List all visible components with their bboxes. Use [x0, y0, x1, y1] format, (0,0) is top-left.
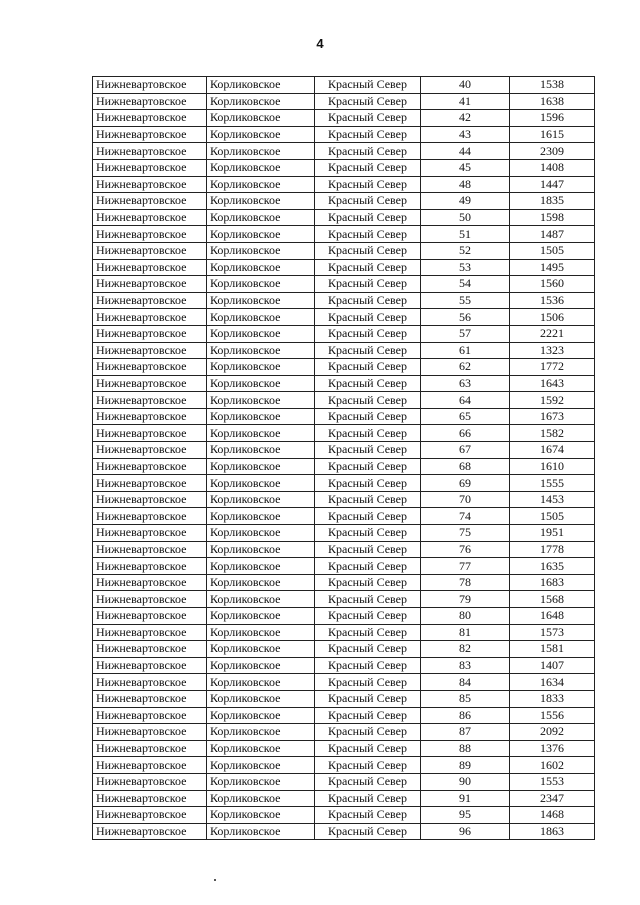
number-cell: 65 — [421, 408, 510, 425]
table-row — [93, 624, 595, 641]
value-cell: 1536 — [510, 292, 595, 309]
number-cell: 67 — [421, 442, 510, 459]
company-cell: Красный Север — [315, 226, 421, 243]
value-cell: 2092 — [510, 724, 595, 741]
value-cell: 1683 — [510, 574, 595, 591]
deposit-cell: Корликовское — [207, 193, 315, 210]
table-row — [93, 93, 595, 110]
region-cell: Нижневартовское — [93, 641, 207, 658]
table-row — [93, 525, 595, 542]
value-cell: 1592 — [510, 392, 595, 409]
table-row — [93, 608, 595, 625]
company-cell: Красный Север — [315, 77, 421, 94]
value-cell: 1582 — [510, 425, 595, 442]
registry-table-body — [93, 77, 595, 840]
value-cell: 1505 — [510, 508, 595, 525]
value-cell: 1643 — [510, 375, 595, 392]
deposit-cell: Корликовское — [207, 608, 315, 625]
company-cell: Красный Север — [315, 790, 421, 807]
company-cell: Красный Север — [315, 342, 421, 359]
region-cell: Нижневартовское — [93, 558, 207, 575]
table-row — [93, 574, 595, 591]
number-cell: 55 — [421, 292, 510, 309]
region-cell: Нижневартовское — [93, 657, 207, 674]
table-row — [93, 807, 595, 824]
deposit-cell: Корликовское — [207, 143, 315, 160]
deposit-cell: Корликовское — [207, 724, 315, 741]
table-row — [93, 458, 595, 475]
number-cell: 96 — [421, 823, 510, 840]
deposit-cell: Корликовское — [207, 159, 315, 176]
deposit-cell: Корликовское — [207, 574, 315, 591]
number-cell: 42 — [421, 110, 510, 127]
deposit-cell: Корликовское — [207, 541, 315, 558]
value-cell: 1615 — [510, 126, 595, 143]
number-cell: 40 — [421, 77, 510, 94]
company-cell: Красный Север — [315, 309, 421, 326]
number-cell: 91 — [421, 790, 510, 807]
table-row — [93, 375, 595, 392]
deposit-cell: Корликовское — [207, 209, 315, 226]
deposit-cell: Корликовское — [207, 641, 315, 658]
table-row — [93, 176, 595, 193]
value-cell: 1468 — [510, 807, 595, 824]
company-cell: Красный Север — [315, 740, 421, 757]
number-cell: 75 — [421, 525, 510, 542]
region-cell: Нижневартовское — [93, 475, 207, 492]
number-cell: 84 — [421, 674, 510, 691]
number-cell: 68 — [421, 458, 510, 475]
region-cell: Нижневартовское — [93, 674, 207, 691]
deposit-cell: Корликовское — [207, 508, 315, 525]
deposit-cell: Корликовское — [207, 392, 315, 409]
value-cell: 1638 — [510, 93, 595, 110]
value-cell: 1555 — [510, 475, 595, 492]
company-cell: Красный Север — [315, 159, 421, 176]
value-cell: 1453 — [510, 491, 595, 508]
value-cell: 1835 — [510, 193, 595, 210]
company-cell: Красный Север — [315, 458, 421, 475]
number-cell: 43 — [421, 126, 510, 143]
table-row — [93, 276, 595, 293]
deposit-cell: Корликовское — [207, 707, 315, 724]
deposit-cell: Корликовское — [207, 757, 315, 774]
value-cell: 1581 — [510, 641, 595, 658]
value-cell: 1610 — [510, 458, 595, 475]
table-row — [93, 724, 595, 741]
page-number: 4 — [316, 36, 324, 51]
value-cell: 1635 — [510, 558, 595, 575]
value-cell: 1487 — [510, 226, 595, 243]
number-cell: 85 — [421, 690, 510, 707]
number-cell: 82 — [421, 641, 510, 658]
company-cell: Красный Север — [315, 126, 421, 143]
region-cell: Нижневартовское — [93, 342, 207, 359]
value-cell: 1505 — [510, 242, 595, 259]
table-row — [93, 259, 595, 276]
region-cell: Нижневартовское — [93, 77, 207, 94]
deposit-cell: Корликовское — [207, 93, 315, 110]
region-cell: Нижневартовское — [93, 159, 207, 176]
company-cell: Красный Север — [315, 359, 421, 376]
number-cell: 50 — [421, 209, 510, 226]
table-row — [93, 491, 595, 508]
number-cell: 87 — [421, 724, 510, 741]
value-cell: 2309 — [510, 143, 595, 160]
table-row — [93, 558, 595, 575]
value-cell: 1407 — [510, 657, 595, 674]
table-row — [93, 475, 595, 492]
number-cell: 63 — [421, 375, 510, 392]
value-cell: 1560 — [510, 276, 595, 293]
deposit-cell: Корликовское — [207, 740, 315, 757]
value-cell: 1506 — [510, 309, 595, 326]
company-cell: Красный Север — [315, 591, 421, 608]
number-cell: 77 — [421, 558, 510, 575]
region-cell: Нижневартовское — [93, 259, 207, 276]
table-row — [93, 541, 595, 558]
region-cell: Нижневартовское — [93, 442, 207, 459]
number-cell: 76 — [421, 541, 510, 558]
value-cell: 1673 — [510, 408, 595, 425]
region-cell: Нижневартовское — [93, 176, 207, 193]
deposit-cell: Корликовское — [207, 491, 315, 508]
table-row — [93, 159, 595, 176]
value-cell: 1408 — [510, 159, 595, 176]
deposit-cell: Корликовское — [207, 425, 315, 442]
region-cell: Нижневартовское — [93, 574, 207, 591]
table-row — [93, 242, 595, 259]
value-cell: 1778 — [510, 541, 595, 558]
number-cell: 54 — [421, 276, 510, 293]
region-cell: Нижневартовское — [93, 773, 207, 790]
table-row — [93, 442, 595, 459]
table-row — [93, 126, 595, 143]
number-cell: 78 — [421, 574, 510, 591]
number-cell: 45 — [421, 159, 510, 176]
deposit-cell: Корликовское — [207, 525, 315, 542]
region-cell: Нижневартовское — [93, 823, 207, 840]
number-cell: 66 — [421, 425, 510, 442]
company-cell: Красный Север — [315, 408, 421, 425]
value-cell: 1553 — [510, 773, 595, 790]
company-cell: Красный Север — [315, 392, 421, 409]
company-cell: Красный Север — [315, 375, 421, 392]
table-row — [93, 757, 595, 774]
value-cell: 1674 — [510, 442, 595, 459]
value-cell: 1596 — [510, 110, 595, 127]
value-cell: 2221 — [510, 325, 595, 342]
table-row — [93, 823, 595, 840]
number-cell: 49 — [421, 193, 510, 210]
table-row — [93, 408, 595, 425]
company-cell: Красный Север — [315, 325, 421, 342]
company-cell: Красный Север — [315, 757, 421, 774]
table-row — [93, 657, 595, 674]
company-cell: Красный Север — [315, 242, 421, 259]
region-cell: Нижневартовское — [93, 276, 207, 293]
number-cell: 74 — [421, 508, 510, 525]
value-cell: 1447 — [510, 176, 595, 193]
number-cell: 80 — [421, 608, 510, 625]
region-cell: Нижневартовское — [93, 309, 207, 326]
company-cell: Красный Север — [315, 525, 421, 542]
company-cell: Красный Север — [315, 475, 421, 492]
company-cell: Красный Север — [315, 442, 421, 459]
number-cell: 57 — [421, 325, 510, 342]
company-cell: Красный Север — [315, 641, 421, 658]
table-row — [93, 773, 595, 790]
number-cell: 70 — [421, 491, 510, 508]
company-cell: Красный Север — [315, 176, 421, 193]
region-cell: Нижневартовское — [93, 525, 207, 542]
deposit-cell: Корликовское — [207, 309, 315, 326]
company-cell: Красный Север — [315, 674, 421, 691]
region-cell: Нижневартовское — [93, 790, 207, 807]
value-cell: 1556 — [510, 707, 595, 724]
table-row — [93, 790, 595, 807]
region-cell: Нижневартовское — [93, 807, 207, 824]
company-cell: Красный Север — [315, 724, 421, 741]
region-cell: Нижневартовское — [93, 242, 207, 259]
number-cell: 62 — [421, 359, 510, 376]
region-cell: Нижневартовское — [93, 193, 207, 210]
company-cell: Красный Север — [315, 508, 421, 525]
region-cell: Нижневартовское — [93, 707, 207, 724]
table-row — [93, 110, 595, 127]
company-cell: Красный Север — [315, 624, 421, 641]
company-cell: Красный Север — [315, 425, 421, 442]
region-cell: Нижневартовское — [93, 226, 207, 243]
deposit-cell: Корликовское — [207, 325, 315, 342]
value-cell: 1951 — [510, 525, 595, 542]
company-cell: Красный Север — [315, 259, 421, 276]
table-row — [93, 425, 595, 442]
deposit-cell: Корликовское — [207, 458, 315, 475]
deposit-cell: Корликовское — [207, 624, 315, 641]
company-cell: Красный Север — [315, 823, 421, 840]
table-row — [93, 641, 595, 658]
number-cell: 53 — [421, 259, 510, 276]
deposit-cell: Корликовское — [207, 408, 315, 425]
deposit-cell: Корликовское — [207, 375, 315, 392]
value-cell: 1634 — [510, 674, 595, 691]
table-row — [93, 690, 595, 707]
table-row — [93, 325, 595, 342]
deposit-cell: Корликовское — [207, 276, 315, 293]
region-cell: Нижневартовское — [93, 209, 207, 226]
region-cell: Нижневартовское — [93, 425, 207, 442]
deposit-cell: Корликовское — [207, 823, 315, 840]
table-row — [93, 226, 595, 243]
table-row — [93, 77, 595, 94]
region-cell: Нижневартовское — [93, 491, 207, 508]
region-cell: Нижневартовское — [93, 690, 207, 707]
value-cell: 1648 — [510, 608, 595, 625]
number-cell: 81 — [421, 624, 510, 641]
deposit-cell: Корликовское — [207, 674, 315, 691]
table-row — [93, 508, 595, 525]
company-cell: Красный Север — [315, 657, 421, 674]
company-cell: Красный Север — [315, 209, 421, 226]
number-cell: 56 — [421, 309, 510, 326]
region-cell: Нижневартовское — [93, 126, 207, 143]
company-cell: Красный Север — [315, 193, 421, 210]
company-cell: Красный Север — [315, 276, 421, 293]
number-cell: 86 — [421, 707, 510, 724]
number-cell: 51 — [421, 226, 510, 243]
number-cell: 89 — [421, 757, 510, 774]
table-row — [93, 359, 595, 376]
table-row — [93, 193, 595, 210]
deposit-cell: Корликовское — [207, 342, 315, 359]
registry-table — [92, 76, 595, 840]
value-cell: 1772 — [510, 359, 595, 376]
number-cell: 90 — [421, 773, 510, 790]
region-cell: Нижневартовское — [93, 757, 207, 774]
value-cell: 1568 — [510, 591, 595, 608]
deposit-cell: Корликовское — [207, 442, 315, 459]
company-cell: Красный Север — [315, 807, 421, 824]
deposit-cell: Корликовское — [207, 176, 315, 193]
deposit-cell: Корликовское — [207, 126, 315, 143]
region-cell: Нижневартовское — [93, 740, 207, 757]
value-cell: 1833 — [510, 690, 595, 707]
value-cell: 1602 — [510, 757, 595, 774]
number-cell: 61 — [421, 342, 510, 359]
deposit-cell: Корликовское — [207, 790, 315, 807]
value-cell: 1863 — [510, 823, 595, 840]
region-cell: Нижневартовское — [93, 541, 207, 558]
region-cell: Нижневартовское — [93, 292, 207, 309]
table-row — [93, 707, 595, 724]
deposit-cell: Корликовское — [207, 657, 315, 674]
region-cell: Нижневартовское — [93, 458, 207, 475]
value-cell: 1598 — [510, 209, 595, 226]
company-cell: Красный Север — [315, 773, 421, 790]
number-cell: 64 — [421, 392, 510, 409]
value-cell: 1323 — [510, 342, 595, 359]
deposit-cell: Корликовское — [207, 226, 315, 243]
deposit-cell: Корликовское — [207, 359, 315, 376]
value-cell: 1573 — [510, 624, 595, 641]
company-cell: Красный Север — [315, 143, 421, 160]
deposit-cell: Корликовское — [207, 475, 315, 492]
number-cell: 41 — [421, 93, 510, 110]
region-cell: Нижневартовское — [93, 359, 207, 376]
deposit-cell: Корликовское — [207, 773, 315, 790]
region-cell: Нижневартовское — [93, 591, 207, 608]
region-cell: Нижневартовское — [93, 375, 207, 392]
region-cell: Нижневартовское — [93, 392, 207, 409]
scan-mark — [214, 879, 216, 881]
number-cell: 83 — [421, 657, 510, 674]
company-cell: Красный Север — [315, 541, 421, 558]
region-cell: Нижневартовское — [93, 724, 207, 741]
company-cell: Красный Север — [315, 707, 421, 724]
table-row — [93, 292, 595, 309]
company-cell: Красный Север — [315, 574, 421, 591]
number-cell: 69 — [421, 475, 510, 492]
company-cell: Красный Север — [315, 558, 421, 575]
region-cell: Нижневартовское — [93, 408, 207, 425]
number-cell: 95 — [421, 807, 510, 824]
deposit-cell: Корликовское — [207, 292, 315, 309]
table-row — [93, 209, 595, 226]
company-cell: Красный Север — [315, 690, 421, 707]
deposit-cell: Корликовское — [207, 242, 315, 259]
value-cell: 2347 — [510, 790, 595, 807]
deposit-cell: Корликовское — [207, 591, 315, 608]
table-row — [93, 591, 595, 608]
company-cell: Красный Север — [315, 491, 421, 508]
number-cell: 52 — [421, 242, 510, 259]
region-cell: Нижневартовское — [93, 608, 207, 625]
number-cell: 79 — [421, 591, 510, 608]
value-cell: 1376 — [510, 740, 595, 757]
deposit-cell: Корликовское — [207, 77, 315, 94]
table-row — [93, 342, 595, 359]
number-cell: 44 — [421, 143, 510, 160]
region-cell: Нижневартовское — [93, 508, 207, 525]
table-row — [93, 143, 595, 160]
deposit-cell: Корликовское — [207, 690, 315, 707]
value-cell: 1495 — [510, 259, 595, 276]
region-cell: Нижневартовское — [93, 624, 207, 641]
region-cell: Нижневартовское — [93, 325, 207, 342]
value-cell: 1538 — [510, 77, 595, 94]
table-row — [93, 392, 595, 409]
company-cell: Красный Север — [315, 110, 421, 127]
deposit-cell: Корликовское — [207, 558, 315, 575]
region-cell: Нижневартовское — [93, 110, 207, 127]
region-cell: Нижневартовское — [93, 143, 207, 160]
table-row — [93, 309, 595, 326]
company-cell: Красный Север — [315, 292, 421, 309]
table-row — [93, 740, 595, 757]
company-cell: Красный Север — [315, 608, 421, 625]
table-row — [93, 674, 595, 691]
company-cell: Красный Север — [315, 93, 421, 110]
number-cell: 48 — [421, 176, 510, 193]
deposit-cell: Корликовское — [207, 110, 315, 127]
deposit-cell: Корликовское — [207, 807, 315, 824]
number-cell: 88 — [421, 740, 510, 757]
region-cell: Нижневартовское — [93, 93, 207, 110]
deposit-cell: Корликовское — [207, 259, 315, 276]
